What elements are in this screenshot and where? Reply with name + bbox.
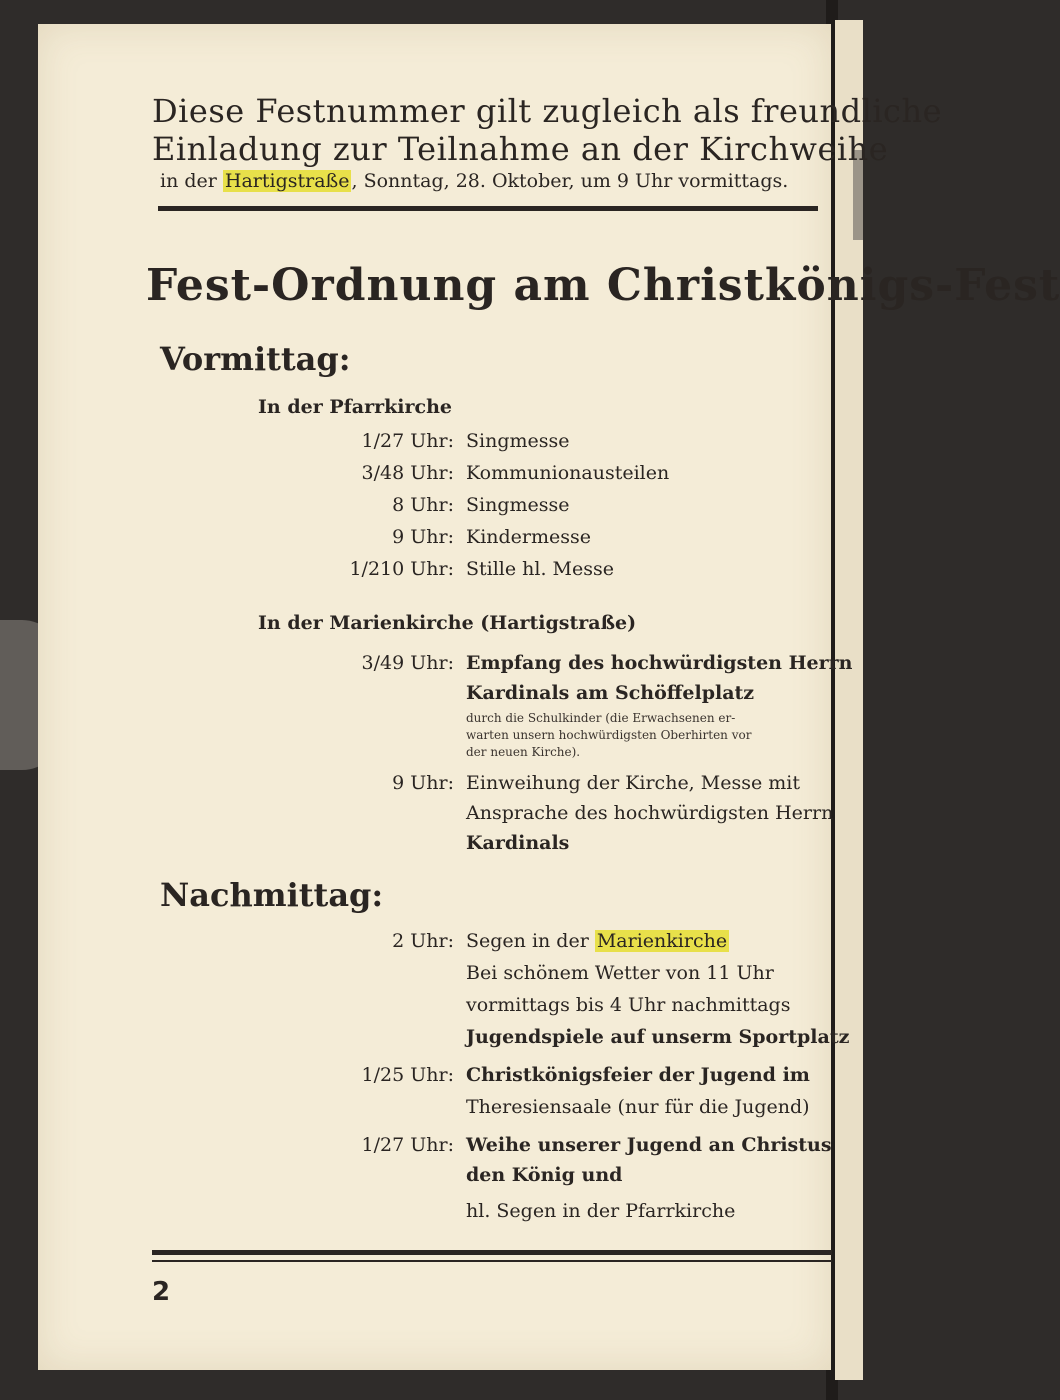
intro-line-3-suffix: , Sonntag, 28. Oktober, um 9 Uhr vormittags. (351, 170, 789, 192)
schedule-time: 1/25 Uhr: (361, 1064, 454, 1086)
intro-line-1: Diese Festnummer gilt zugleich als freundliche (152, 92, 943, 130)
schedule-item: Theresiensaale (nur für die Jugend) (466, 1096, 810, 1118)
schedule-time: 8 Uhr: (392, 494, 454, 516)
bottom-rule-thin (152, 1260, 832, 1262)
schedule-item: Kommunionausteilen (466, 462, 670, 484)
schedule-time: 1/27 Uhr: (361, 430, 454, 452)
highlight-marienkirche: Marienkirche (596, 930, 728, 952)
schedule-item: hl. Segen in der Pfarrkirche (466, 1200, 736, 1222)
schedule-item-text: Segen in der (466, 930, 589, 952)
schedule-time: 1/27 Uhr: (361, 1134, 454, 1156)
bottom-rule-thick (152, 1250, 832, 1255)
schedule-note: der neuen Kirche). (466, 745, 581, 759)
schedule-item: Singmesse (466, 494, 570, 516)
schedule-item: Weihe unserer Jugend an Christus (466, 1134, 832, 1156)
schedule-time: 9 Uhr: (392, 526, 454, 548)
schedule-item: Einweihung der Kirche, Messe mit (466, 772, 800, 794)
schedule-note: durch die Schulkinder (die Erwachsenen er- (466, 711, 736, 725)
schedule-item: Kindermesse (466, 526, 592, 548)
schedule-item: Bei schönem Wetter von 11 Uhr (466, 962, 774, 984)
intro-line-3-prefix: in der (160, 170, 217, 192)
pfarrkirche-heading: In der Pfarrkirche (258, 396, 452, 418)
morning-heading: Vormittag: (160, 340, 351, 378)
schedule-time: 3/48 Uhr: (361, 462, 454, 484)
schedule-item: vormittags bis 4 Uhr nachmittags (466, 994, 791, 1016)
schedule-note: warten unsern hochwürdigsten Oberhirten vor (466, 728, 752, 742)
intro-line-3 (160, 170, 788, 192)
marienkirche-heading: In der Marienkirche (Hartigstraße) (258, 612, 637, 634)
schedule-item: Christkönigsfeier der Jugend im (466, 1064, 810, 1086)
schedule-item: den König und (466, 1164, 623, 1186)
schedule-item: Jugendspiele auf unserm Sportplatz (466, 1026, 850, 1048)
schedule-item: Kardinals (466, 832, 570, 854)
schedule-time: 3/49 Uhr: (361, 652, 454, 674)
schedule-item: Ansprache des hochwürdigsten Herrn (466, 802, 834, 824)
schedule-item (466, 930, 729, 952)
page-number: 2 (152, 1277, 171, 1307)
highlight-hartigstrasse: Hartigstraße (224, 170, 350, 192)
schedule-time: 1/210 Uhr: (349, 558, 454, 580)
schedule-item: Empfang des hochwürdigsten Herrn (466, 652, 853, 674)
page-title: Fest-Ordnung am Christkönigs-Fest (146, 260, 1060, 311)
schedule-item: Kardinals am Schöffelplatz (466, 682, 755, 704)
schedule-time: 2 Uhr: (392, 930, 454, 952)
schedule-item: Stille hl. Messe (466, 558, 615, 580)
schedule-item: Singmesse (466, 430, 570, 452)
afternoon-heading: Nachmittag: (160, 876, 384, 914)
schedule-time: 9 Uhr: (392, 772, 454, 794)
intro-rule (158, 206, 818, 211)
intro-line-2: Einladung zur Teilnahme an der Kirchweihe (152, 130, 889, 168)
